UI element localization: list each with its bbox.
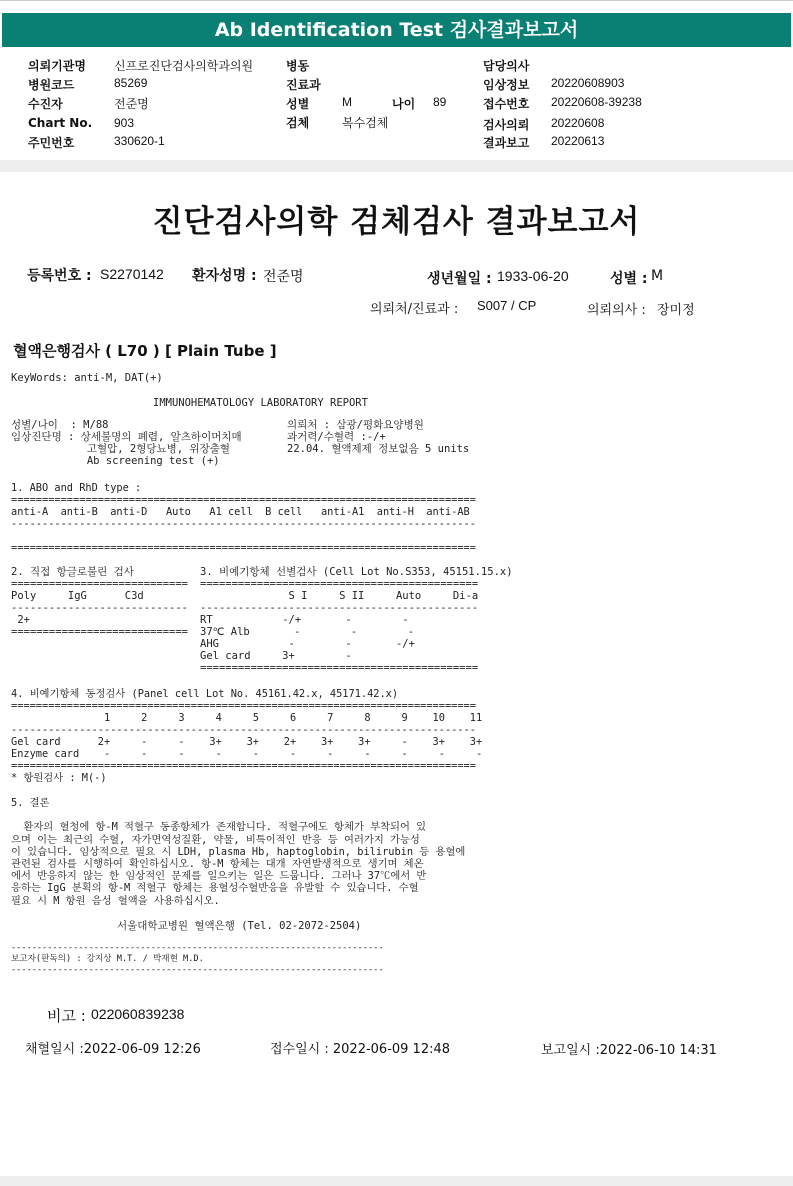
bottom-band (0, 1176, 793, 1186)
birth-value: 1933-06-20 (497, 268, 569, 284)
doctor-value: 장미정 (657, 303, 695, 318)
header-label: 검사의뢰 (483, 118, 530, 132)
header-label: 임상정보 (483, 78, 530, 92)
reg-label: 등록번호 : (27, 268, 92, 284)
header-label: 의뢰기관명 (28, 59, 86, 73)
report-title: 진단검사의학 검체검사 결과보고서 (152, 204, 641, 240)
header-label: 진료과 (286, 78, 321, 92)
header-value: 신프로진단검사의학과의원 (114, 59, 254, 73)
dat-section: 2. 직접 항글로불린 검사 ============================ Poly IgG C3d ---------------------------- 2+ ============================ (11, 566, 189, 638)
section-title: 혈액은행검사 ( L70 ) [ Plain Tube ] (13, 342, 277, 360)
header-label: 병원코드 (28, 78, 75, 92)
header-label: 성별 (286, 97, 310, 111)
header-value: 전준명 (114, 97, 149, 111)
header-value: 330620-1 (114, 134, 165, 148)
header-label: 주민번호 (28, 136, 75, 150)
note-value: 022060839238 (91, 1006, 185, 1022)
conclusion-section: 5. 결론 환자의 혈청에 항-M 적혈구 동종항체가 존재합니다. 적혈구에도 항체가 부착되어 있 으며 이는 최근의 수혈, 자가면역성질환, 약물, 비특이적인 반응 등 여러가지 가능성 이 있습니다. 임상적으로 필요 시 LDH, plasma Hb, haptoglobin, bilirubin 등 용혈에 관련된 검사를 시행하여 확인하십시오. 항-M 항체는 대개 자연발생적으로 생기며 체온 에서 반응하지 않는 한 임상적인 문제를 일으키는 일은 드뭅니다. 그러나 37℃에서 반 응하는 IgG 분획의 항-M 적혈구 항체는 용혈성수혈반응을 유발할 수 있습니다. 수혈 필요 시 M 항원 음성 혈액을 사용하십시오. (11, 797, 466, 907)
panel-section: 4. 비예기항체 동정검사 (Panel cell Lot No. 45161.42.x, 45171.42.x) =========================================================================== 1 2 3 4 5 6 7 8 9 10 11 --------------------------------------------------------------------------- Gel card 2+ - - 3+ 3+ 2+ 3+ 3+ - 3+ 3+ Enzyme card - - - - - - - - - - - =========================================================================== * 항원검사 : M(-) (11, 688, 483, 784)
top-divider (0, 0, 793, 1)
header-label: 병동 (286, 59, 310, 73)
receive-time: 접수일시 : 2022-06-09 12:48 (270, 1042, 451, 1057)
reg-value: S2270142 (100, 266, 164, 282)
header-value: 85269 (114, 76, 148, 90)
sex-label: 성별 : (610, 271, 648, 287)
abo-rhd-section: 1. ABO and RhD type : =========================================================================== anti-A anti-B anti-D Auto A1 cell B cell anti-A1 anti-H anti-AB --------------------------------------------------------------------------- =========================================================================== (11, 482, 476, 554)
separator-band (0, 160, 793, 172)
header-label: 나이 (392, 97, 416, 111)
header-value: 20220608 (551, 116, 605, 130)
keywords-text: KeyWords: anti-M, DAT(+) (11, 372, 163, 384)
header-value: M (342, 95, 352, 109)
header-value: 903 (114, 116, 135, 130)
patient-info-left: 성별/나이 : M/88 임상진단명 : 상세불명의 폐렴, 알츠하이머치매 고혈압, 2형당뇨병, 위장출혈 Ab screening test (+) (11, 419, 242, 467)
header-label: 담당의사 (483, 59, 530, 73)
collect-time: 채혈일시 :2022-06-09 12:26 (25, 1042, 201, 1057)
header-label: Chart No. (28, 116, 93, 130)
header-value: 복수검체 (342, 116, 389, 130)
lab-title: IMMUNOHEMATOLOGY LABORATORY REPORT (153, 397, 368, 409)
report-time: 보고일시 :2022-06-10 14:31 (541, 1043, 717, 1058)
header-value: 20220613 (551, 134, 605, 148)
reporter-block: ------------------------------------------------------------------------ 보고자(판독의) : 강지상 M.T. / 박재현 M.D. ------------------------------------------------------------------------ (11, 943, 384, 975)
dept-value: S007 / CP (477, 298, 537, 313)
header-value: 20220608-39238 (551, 95, 642, 109)
sex-value: M (651, 268, 664, 284)
dept-label: 의뢰처/진료과 : (370, 302, 459, 317)
header-value: 20220608903 (551, 76, 625, 90)
patient-label: 환자성명 : (192, 268, 257, 284)
patient-value: 전준명 (263, 269, 304, 285)
screening-section: 3. 비예기항체 선별검사 (Cell Lot No.S353, 45151.15.x) ============================================ S I S II Auto Di-a -------------------------------------------- RT -/+ - - 37℃ Alb - - - AHG - - -/+ Gel card 3+ - ============================================ (200, 566, 513, 674)
doctor-label: 의뢰의사 : (587, 303, 646, 318)
birth-label: 생년월일 : (427, 271, 492, 287)
page-title: Ab Identification Test 검사결과보고서 (2, 13, 791, 47)
header-value: 89 (433, 95, 447, 109)
header-label: 결과보고 (483, 136, 530, 150)
header-label: 검체 (286, 116, 310, 130)
note-label: 비고 : (47, 1007, 86, 1025)
header-label: 수진자 (28, 97, 63, 111)
patient-info-right: 의뢰처 : 삼광/평화요양병원 과거력/수혈력 :-/+ 22.04. 혈액제제 정보없음 5 units (287, 419, 470, 455)
hospital-line: 서울대학교병원 혈액은행 (Tel. 02-2072-2504) (117, 920, 362, 932)
header-label: 접수번호 (483, 97, 530, 111)
